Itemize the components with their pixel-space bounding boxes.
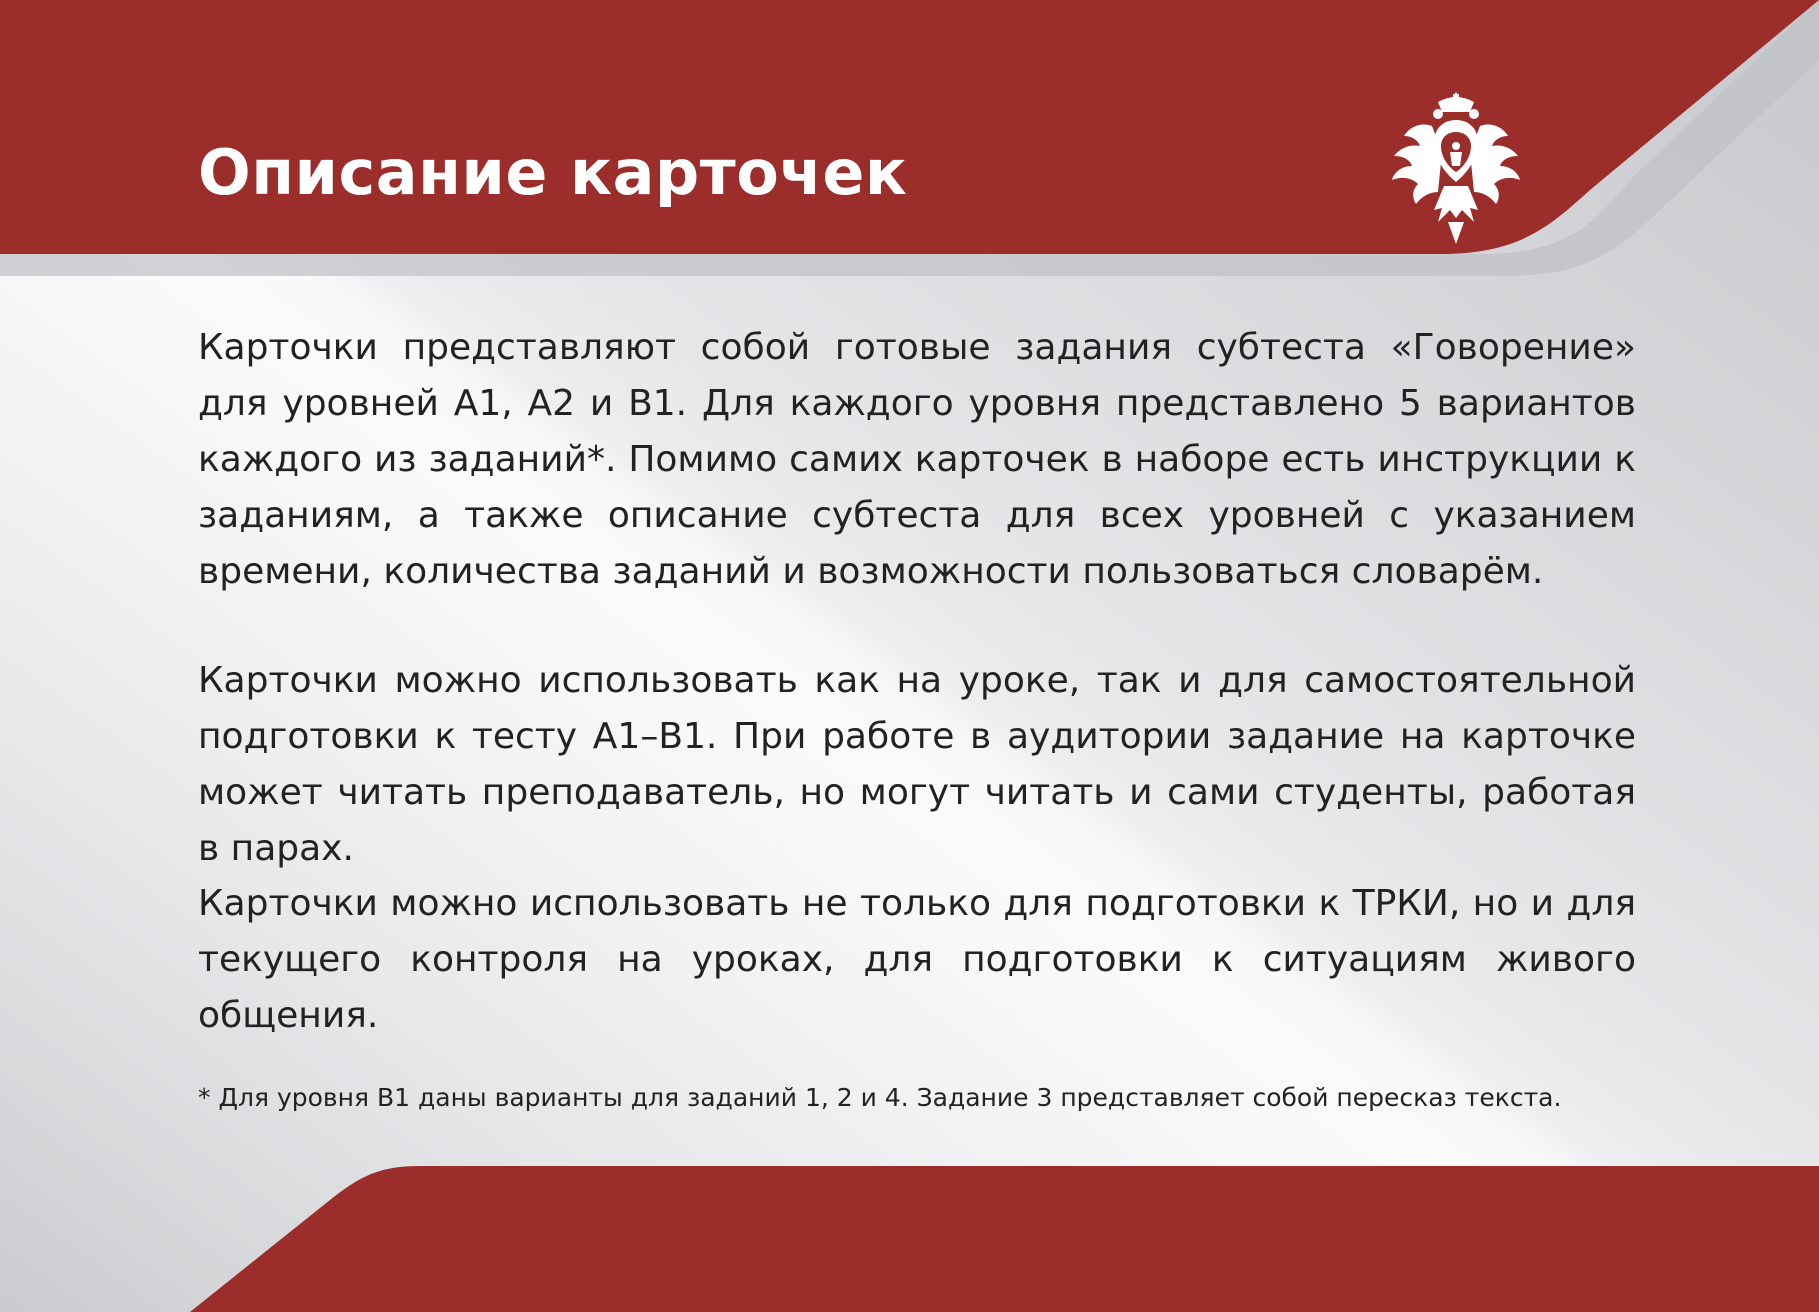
paragraph-1: Карточки представляют собой готовые задания субтеста «Говорение» для уровней А1, А2 и В1. Для каждого уровня представлено 5 вариантов каждого из заданий*. Помимо самих карточек в наборе есть инструкции к заданиям, а также описание субтеста для всех уровней с указанием времени, количества заданий и возможности пользоваться словарём. (198, 327, 1636, 592)
paragraph-2: Карточки можно использовать как на уроке, так и для самостоятельной подготовки к тесту А1–В1. При работе в аудитории задание на карточке может читать преподаватель, но могут читать и сами студенты, работая в парах. (198, 660, 1636, 869)
footnote: * Для уровня В1 даны варианты для заданий 1, 2 и 4. Задание 3 представляет собой пересказ текста. (198, 1083, 1562, 1112)
page-title: Описание карточек (198, 136, 908, 209)
double-headed-eagle-emblem-icon (1388, 90, 1524, 246)
footer-red-band (190, 1166, 1819, 1312)
paragraph-3: Карточки можно использовать не только для подготовки к ТРКИ, но и для текущего контроля на уроках, для подготовки к ситуациям живого общения. (198, 883, 1636, 1036)
